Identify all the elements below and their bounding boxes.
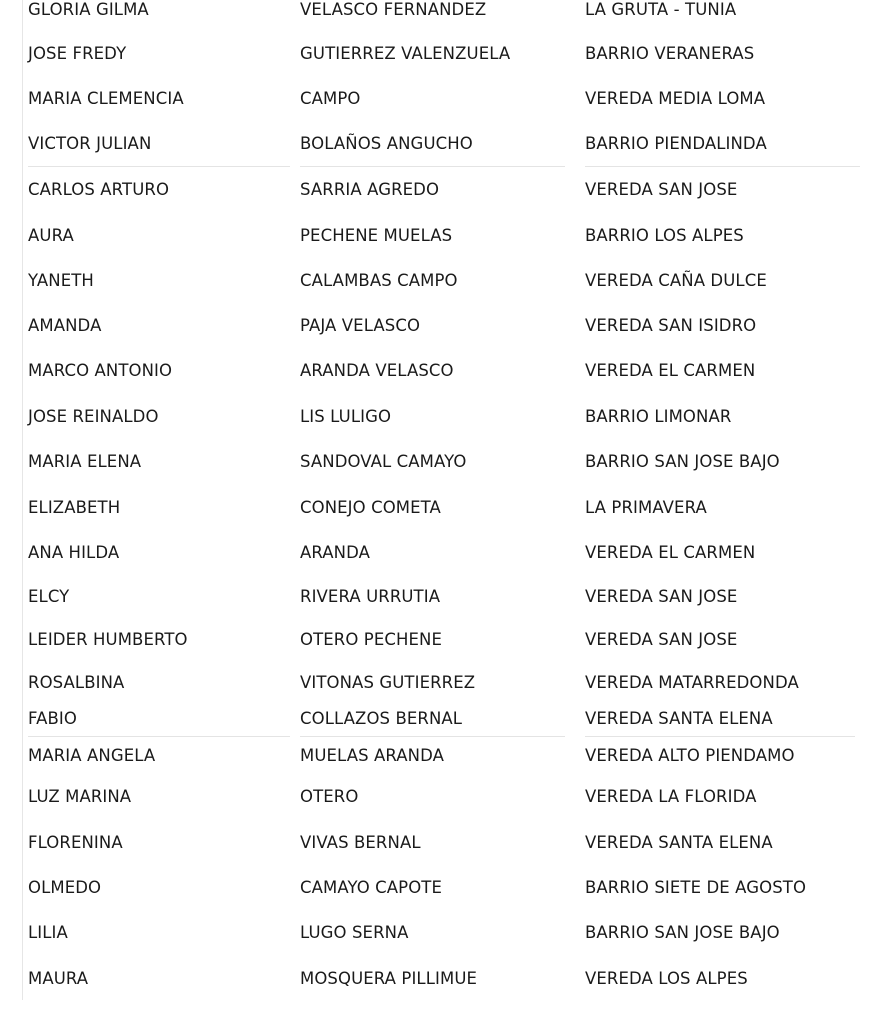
first-name-cell: AMANDA (28, 316, 102, 335)
table-row (0, 673, 873, 693)
place-cell: BARRIO SAN JOSE BAJO (585, 923, 780, 942)
first-name-cell: LILIA (28, 923, 68, 942)
first-name-cell: MARIA ELENA (28, 452, 142, 471)
place-cell: VEREDA SAN ISIDRO (585, 316, 757, 335)
place-cell: VEREDA SANTA ELENA (585, 833, 773, 852)
last-name-cell: GUTIERREZ VALENZUELA (300, 44, 511, 63)
place-cell: BARRIO SIETE DE AGOSTO (585, 878, 807, 897)
place-cell: LA PRIMAVERA (585, 498, 707, 517)
place-cell: LA GRUTA - TUNIA (585, 0, 737, 19)
last-name-cell: PECHENE MUELAS (300, 226, 453, 245)
last-name-cell: BOLAÑOS ANGUCHO (300, 134, 473, 153)
last-name-cell: MOSQUERA PILLIMUE (300, 969, 478, 988)
table-row (0, 226, 873, 246)
place-cell: BARRIO VERANERAS (585, 44, 755, 63)
first-name-cell: LEIDER HUMBERTO (28, 630, 188, 649)
first-name-cell: LUZ MARINA (28, 787, 132, 806)
table-row (0, 630, 873, 650)
first-name-cell: MARIA ANGELA (28, 746, 156, 765)
table-row (0, 407, 873, 427)
table-row (0, 0, 873, 20)
first-name-cell: YANETH (28, 271, 94, 290)
last-name-cell: RIVERA URRUTIA (300, 587, 441, 606)
first-name-cell: MAURA (28, 969, 89, 988)
last-name-cell: VELASCO FERNANDEZ (300, 0, 487, 19)
table-row (0, 44, 873, 64)
place-cell: VEREDA SANTA ELENA (585, 709, 773, 728)
place-cell: VEREDA CAÑA DULCE (585, 271, 767, 290)
last-name-cell: PAJA VELASCO (300, 316, 421, 335)
row-divider (300, 736, 565, 737)
place-cell: VEREDA LOS ALPES (585, 969, 748, 988)
table-row (0, 271, 873, 291)
place-cell: BARRIO LOS ALPES (585, 226, 744, 245)
place-cell: VEREDA ALTO PIENDAMO (585, 746, 795, 765)
first-name-cell: CARLOS ARTURO (28, 180, 170, 199)
first-name-cell: ELCY (28, 587, 70, 606)
row-divider (300, 166, 565, 167)
last-name-cell: VIVAS BERNAL (300, 833, 421, 852)
last-name-cell: ARANDA (300, 543, 371, 562)
first-name-cell: VICTOR JULIAN (28, 134, 152, 153)
place-cell: VEREDA MEDIA LOMA (585, 89, 766, 108)
last-name-cell: CAMPO (300, 89, 361, 108)
row-divider (28, 736, 290, 737)
table-row (0, 969, 873, 989)
table-row (0, 923, 873, 943)
last-name-cell: VITONAS GUTIERREZ (300, 673, 476, 692)
first-name-cell: ELIZABETH (28, 498, 121, 517)
first-name-cell: JOSE FREDY (28, 44, 127, 63)
table-row (0, 587, 873, 607)
place-cell: BARRIO PIENDALINDA (585, 134, 767, 153)
last-name-cell: LIS LULIGO (300, 407, 392, 426)
place-cell: VEREDA MATARREDONDA (585, 673, 799, 692)
first-name-cell: FLORENINA (28, 833, 123, 852)
first-name-cell: ROSALBINA (28, 673, 125, 692)
table-row (0, 134, 873, 154)
table-row (0, 89, 873, 109)
table-row (0, 180, 873, 200)
place-cell: VEREDA SAN JOSE (585, 587, 738, 606)
first-name-cell: FABIO (28, 709, 77, 728)
last-name-cell: CAMAYO CAPOTE (300, 878, 443, 897)
first-name-cell: JOSE REINALDO (28, 407, 159, 426)
first-name-cell: MARIA CLEMENCIA (28, 89, 184, 108)
last-name-cell: MUELAS ARANDA (300, 746, 445, 765)
last-name-cell: LUGO SERNA (300, 923, 409, 942)
last-name-cell: SANDOVAL CAMAYO (300, 452, 467, 471)
table-row (0, 361, 873, 381)
row-divider (585, 736, 855, 737)
last-name-cell: ARANDA VELASCO (300, 361, 454, 380)
place-cell: BARRIO SAN JOSE BAJO (585, 452, 780, 471)
first-name-cell: OLMEDO (28, 878, 102, 897)
last-name-cell: CALAMBAS CAMPO (300, 271, 458, 290)
row-divider (585, 166, 860, 167)
place-cell: VEREDA SAN JOSE (585, 180, 738, 199)
last-name-cell: OTERO PECHENE (300, 630, 442, 649)
table-row (0, 452, 873, 472)
table-row (0, 709, 873, 729)
place-cell: VEREDA EL CARMEN (585, 361, 756, 380)
first-name-cell: GLORIA GILMA (28, 0, 149, 19)
table-row (0, 543, 873, 563)
table-row (0, 498, 873, 518)
first-name-cell: ANA HILDA (28, 543, 120, 562)
table-row (0, 878, 873, 898)
row-divider (28, 166, 290, 167)
table-row (0, 316, 873, 336)
first-name-cell: AURA (28, 226, 74, 245)
last-name-cell: CONEJO COMETA (300, 498, 441, 517)
place-cell: VEREDA SAN JOSE (585, 630, 738, 649)
place-cell: VEREDA EL CARMEN (585, 543, 756, 562)
table-row (0, 787, 873, 807)
last-name-cell: COLLAZOS BERNAL (300, 709, 463, 728)
last-name-cell: OTERO (300, 787, 359, 806)
table-row (0, 833, 873, 853)
place-cell: VEREDA LA FLORIDA (585, 787, 757, 806)
last-name-cell: SARRIA AGREDO (300, 180, 440, 199)
place-cell: BARRIO LIMONAR (585, 407, 732, 426)
first-name-cell: MARCO ANTONIO (28, 361, 173, 380)
table-row (0, 746, 873, 766)
